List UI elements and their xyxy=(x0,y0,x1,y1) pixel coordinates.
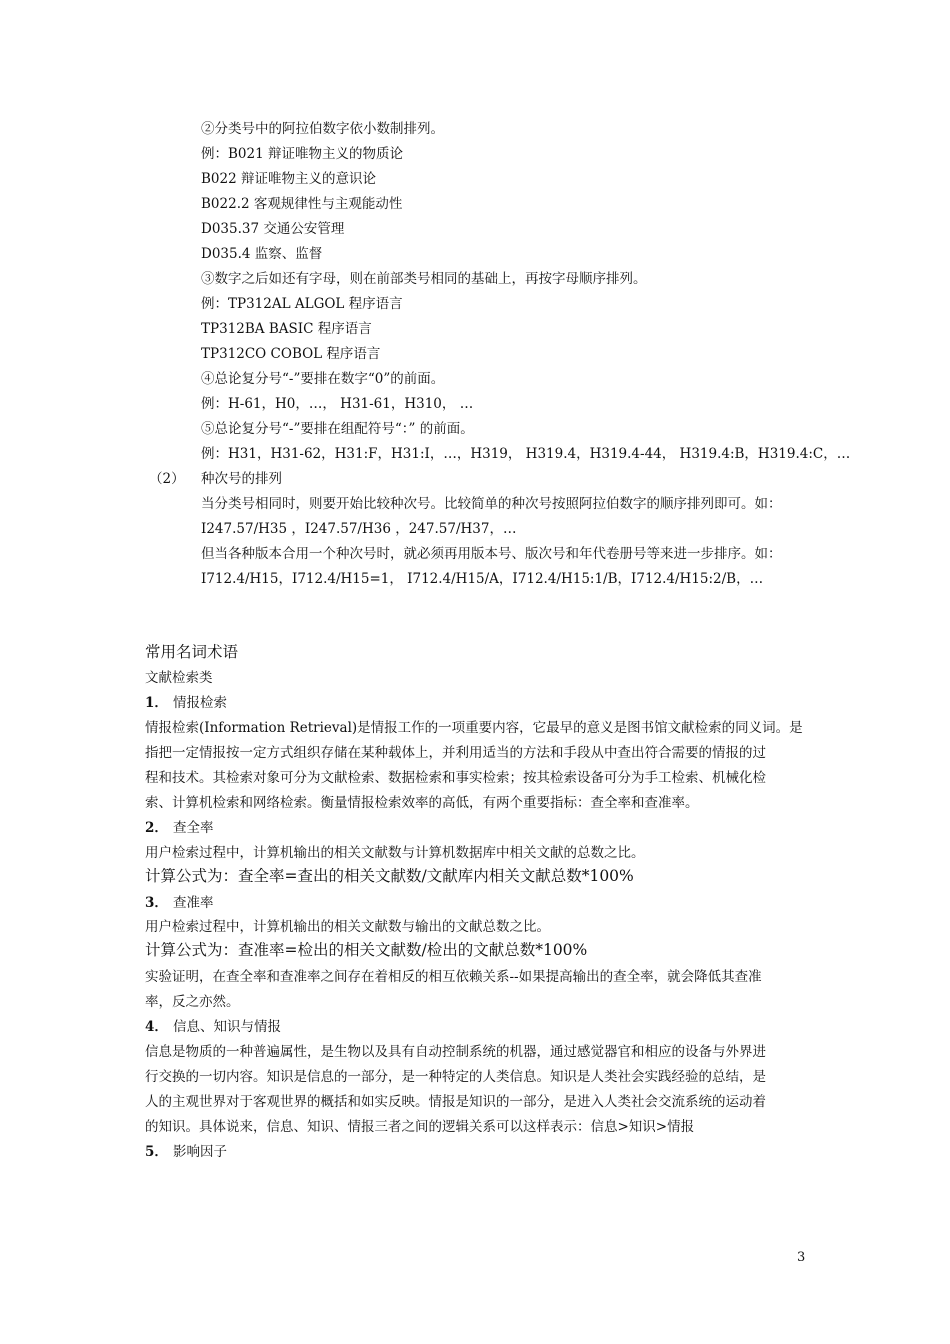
body-line: 信息是物质的一种普遍属性，是生物以及具有自动控制系统的机器，通过感觉器官和相应的设备与外界进 xyxy=(145,1044,766,1060)
body-line: 情报检索(Information Retrieval)是情报工作的一项重要内容，它最早的意义是图书馆文献检索的同义词。是 xyxy=(145,720,803,736)
rule-line: TP312BA BASIC 程序语言 xyxy=(201,321,372,337)
rule-line: ②分类号中的阿拉伯数字依小数制排列。 xyxy=(201,121,444,137)
rule-line: ⑤总论复分号“-”要排在组配符号“：” 的前面。 xyxy=(201,421,474,437)
rule-line: ③数字之后如还有字母，则在前部类号相同的基础上，再按字母顺序排列。 xyxy=(201,271,647,287)
section-heading: 常用名词术语 xyxy=(145,643,239,661)
rule-line: D035.4 监察、监督 xyxy=(201,246,323,262)
formula-line: 计算公式为：查全率=查出的相关文献数/文献库内相关文献总数*100% xyxy=(145,867,634,885)
body-line: 用户检索过程中，计算机输出的相关文献数与计算机数据库中相关文献的总数之比。 xyxy=(145,845,645,861)
body-line: 的知识。具体说来，信息、知识、情报三者之间的逻辑关系可以这样表示：信息>知识>情报 xyxy=(145,1119,695,1135)
rule-line: 例：H31，H31-62，H31:F，H31:I，…，H319， H319.4，H319.4-44， H319.4:B，H319.4:C，… xyxy=(201,446,851,462)
rule-line: TP312CO COBOL 程序语言 xyxy=(201,346,381,362)
subsection-title: 种次号的排列 xyxy=(201,471,282,487)
term-number: 4． xyxy=(145,1019,168,1035)
term-heading xyxy=(145,1018,281,1036)
term-title: 查全率 xyxy=(173,820,214,836)
subsection-line: I247.57/H35 ，I247.57/H36 ，247.57/H37，… xyxy=(201,521,517,537)
rule-line: B022 辩证唯物主义的意识论 xyxy=(201,171,376,187)
category-label: 文献检索类 xyxy=(145,670,213,686)
term-heading xyxy=(145,819,214,837)
term-title: 查准率 xyxy=(173,895,214,911)
body-line: 指把一定情报按一定方式组织存储在某种载体上，并利用适当的方法和手段从中查出符合需要的情报的过 xyxy=(145,745,766,761)
rule-line: 例：TP312AL ALGOL 程序语言 xyxy=(201,296,403,312)
formula-line: 计算公式为：查准率=检出的相关文献数/检出的文献总数*100% xyxy=(145,941,588,959)
body-line: 实验证明，在查全率和查准率之间存在着相反的相互依赖关系--如果提高输出的查全率，就会降低其查准 xyxy=(145,969,762,985)
body-line: 程和技术。其检索对象可分为文献检索、数据检索和事实检索；按其检索设备可分为手工检索、机械化检 xyxy=(145,770,766,786)
subsection-line: I712.4/H15，I712.4/H15=1， I712.4/H15/A，I712.4/H15:1/B，I712.4/H15:2/B，… xyxy=(201,571,764,587)
term-number: 3． xyxy=(145,895,168,911)
subsection-line: 但当各种版本合用一个种次号时，就必须再用版本号、版次号和年代卷册号等来进一步排序。如： xyxy=(201,546,782,562)
body-line: 率，反之亦然。 xyxy=(145,994,240,1010)
term-number: 2． xyxy=(145,820,168,836)
term-title: 影响因子 xyxy=(173,1144,227,1160)
subsection-number: （2） xyxy=(149,471,185,487)
rule-line: ④总论复分号“-”要排在数字“0”的前面。 xyxy=(201,371,445,387)
term-number: 5． xyxy=(145,1144,168,1160)
page-number: 3 xyxy=(797,1250,806,1265)
body-line: 用户检索过程中，计算机输出的相关文献数与输出的文献总数之比。 xyxy=(145,919,550,935)
term-title: 情报检索 xyxy=(173,695,227,711)
term-title: 信息、知识与情报 xyxy=(173,1019,281,1035)
body-line: 索、计算机检索和网络检索。衡量情报检索效率的高低，有两个重要指标：查全率和查准率。 xyxy=(145,795,699,811)
body-line: 行交换的一切内容。知识是信息的一部分，是一种特定的人类信息。知识是人类社会实践经验的总结，是 xyxy=(145,1069,766,1085)
term-number: 1． xyxy=(145,695,168,711)
subsection-line: 当分类号相同时，则要开始比较种次号。比较简单的种次号按照阿拉伯数字的顺序排列即可。如： xyxy=(201,496,782,512)
body-line: 人的主观世界对于客观世界的概括和如实反映。情报是知识的一部分，是进入人类社会交流系统的运动着 xyxy=(145,1094,766,1110)
term-heading xyxy=(145,694,227,712)
rule-line: D035.37 交通公安管理 xyxy=(201,221,345,237)
term-heading xyxy=(145,1143,227,1161)
rule-line: 例：H-61，H0，…， H31-61，H310， … xyxy=(201,396,474,412)
rule-line: B022.2 客观规律性与主观能动性 xyxy=(201,196,403,212)
rule-line: 例：B021 辩证唯物主义的物质论 xyxy=(201,146,403,162)
term-heading xyxy=(145,894,214,912)
